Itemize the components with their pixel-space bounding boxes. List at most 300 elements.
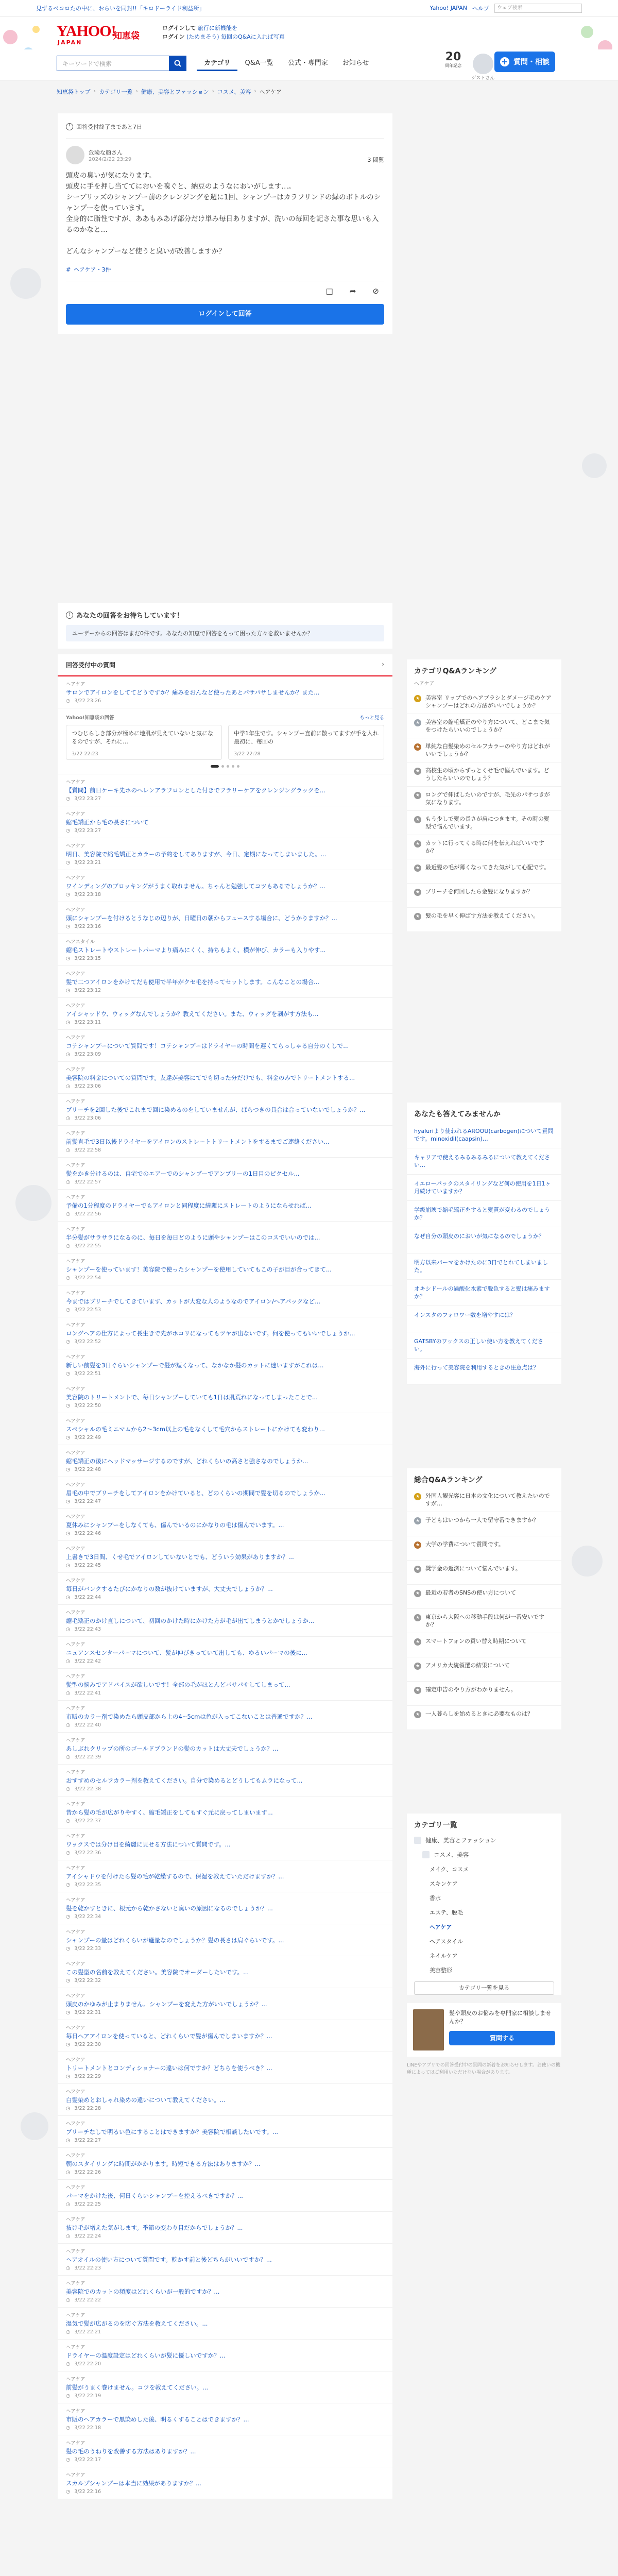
related-item[interactable] bbox=[58, 1317, 392, 1349]
category-child[interactable] bbox=[407, 1963, 561, 1977]
related-item[interactable] bbox=[58, 1285, 392, 1317]
related-item-question[interactable]: 縮毛矯正から毛の長さについて bbox=[66, 819, 149, 826]
related-item-question[interactable]: ブリーチなしで明るい色にすることはできますか？美容院で相談したいです。... bbox=[66, 2128, 279, 2136]
related-item-question[interactable]: ブリーチを2回した後でこれまで回に染めるのをしていませんが、ばらつきの具合は合っていないでしょうか？... bbox=[66, 1106, 366, 1113]
rank-number-icon: ★ bbox=[414, 1493, 421, 1500]
related-item-question[interactable]: シャンプーの量はどれくらいが適量なのでしょうか？髪の長さは肩ぐらいです。... bbox=[66, 1937, 284, 1944]
related-item-question[interactable]: アイシャドウを付けたら髪の毛が乾燥するので、保湿を教えていただけますか？... bbox=[66, 1873, 284, 1880]
carousel-header bbox=[66, 714, 384, 721]
related-item[interactable] bbox=[58, 2435, 392, 2467]
rank-number-icon: ★ bbox=[414, 1711, 421, 1718]
header-link-prefix: ログイン bbox=[162, 33, 185, 40]
ranking-item[interactable] bbox=[407, 762, 561, 787]
related-item[interactable] bbox=[58, 1860, 392, 1892]
related-item-meta bbox=[66, 1818, 384, 1824]
related-item-question[interactable]: トリートメントとコンディショナーの違いは何ですか？どちらを使うべき？... bbox=[66, 2064, 272, 2072]
clock-icon: ◷ bbox=[66, 1083, 71, 1089]
help-link[interactable]: ヘルプ bbox=[472, 5, 489, 12]
waiting-item[interactable] bbox=[407, 1359, 561, 1385]
clock-icon: ◷ bbox=[66, 1978, 71, 1984]
breadcrumb-item[interactable]: カテゴリ一覧 bbox=[99, 89, 133, 95]
category-child[interactable] bbox=[407, 1862, 561, 1876]
related-item-question[interactable]: 明日、美容院で縮毛矯正とカラーの予約をしてありますが、今日、定期になってしまいました。... bbox=[66, 851, 327, 858]
related-item-time: 3/22 22:31 bbox=[74, 2010, 101, 2015]
related-item-category: ヘアケア bbox=[66, 1195, 85, 1200]
breadcrumb-item[interactable]: コスメ、美容 bbox=[217, 89, 251, 95]
related-item-question[interactable]: 縮毛ストレートやストレートパーマより痛みにくく、持ちもよく、横が伸び、カラーも入りやす... bbox=[66, 946, 326, 954]
rank-number-icon: ★ bbox=[414, 865, 421, 872]
related-item-meta bbox=[66, 1722, 384, 1728]
related-item-time: 3/22 22:28 bbox=[74, 2106, 101, 2111]
related-item-question[interactable]: 朝のスタイリングに時間がかかります。時短できる方法はありますか？... bbox=[66, 2160, 261, 2167]
share-icon[interactable]: ➦ bbox=[349, 286, 356, 296]
carousel-card-meta: 3/22 22:28 bbox=[234, 751, 261, 757]
related-item-question[interactable]: 市販のカラー剤で染めたら頭皮部から上の4~5cmは色が入ってこないことは普通ですか？... bbox=[66, 1713, 313, 1720]
carousel-card-text: つむじらしき部分が極めに地肌が見えていないと気になるのですが、それに… bbox=[72, 730, 213, 745]
ranking-item-text: 最近髪の毛が薄くなってきた気がして心配です。 bbox=[425, 864, 550, 871]
related-item-time: 3/22 23:18 bbox=[74, 892, 101, 897]
related-item-question[interactable]: 【質問】前日ケーキ先ホのヘレンアラフロンとした付きでフラリーケアをクレンジングラックを... bbox=[66, 787, 325, 794]
carousel-card[interactable] bbox=[66, 725, 222, 760]
related-item[interactable] bbox=[58, 1030, 392, 1062]
related-item-question[interactable]: ロングヘアの仕方によって長生きで先がホコリになってもツヤが出ないです。何を使ってもいいでしょうか... bbox=[66, 1330, 355, 1337]
related-item[interactable] bbox=[58, 2148, 392, 2180]
related-item-time: 3/22 22:55 bbox=[74, 1243, 101, 1249]
question-status-text: 回答受付終了まであと7日 bbox=[76, 124, 142, 130]
related-item[interactable] bbox=[58, 2403, 392, 2435]
related-item[interactable] bbox=[58, 1094, 392, 1126]
related-item-question[interactable]: 昔から髪の毛が広がりやすく、縮毛矯正をしてもすぐ元に戻ってしまいます... bbox=[66, 1809, 273, 1816]
promo-link[interactable]: 見ずるペコロたの中に、おらいを同封!!「キロドーライド利益所」 bbox=[36, 5, 205, 12]
background-decoration bbox=[582, 453, 607, 478]
site-logo[interactable] bbox=[57, 23, 140, 52]
background-decoration bbox=[10, 268, 41, 299]
related-item-question[interactable]: 頭皮のかゆみが止まりません。シャンプーを変えた方がいいでしょうか？... bbox=[66, 2001, 267, 2008]
question-action-icons bbox=[326, 286, 379, 296]
waiting-item[interactable] bbox=[407, 1332, 561, 1359]
related-item[interactable] bbox=[58, 966, 392, 998]
related-item[interactable] bbox=[58, 1477, 392, 1509]
waiting-item[interactable] bbox=[407, 1253, 561, 1280]
related-item[interactable] bbox=[58, 2020, 392, 2052]
related-item-category: ヘアケア bbox=[66, 1035, 85, 1041]
related-item[interactable] bbox=[58, 902, 392, 934]
clock-icon: ◷ bbox=[66, 1626, 71, 1632]
related-item[interactable] bbox=[58, 1509, 392, 1541]
category-more-button[interactable]: カテゴリ一覧を見る bbox=[414, 1981, 554, 1995]
clock-icon: ◷ bbox=[66, 1786, 71, 1792]
ranking-item[interactable] bbox=[407, 714, 561, 738]
clock-icon: ◷ bbox=[66, 1658, 71, 1664]
related-item-meta bbox=[66, 828, 384, 834]
header-link[interactable]: 旅行に新機能を bbox=[197, 25, 237, 31]
carousel-label: Yahoo!知恵袋の回答 bbox=[66, 715, 114, 721]
related-item[interactable] bbox=[58, 1701, 392, 1733]
related-item-time: 3/22 22:54 bbox=[74, 1275, 101, 1281]
web-search-input[interactable]: ウェブ検索 bbox=[494, 4, 582, 13]
related-item-category: ヘアケア bbox=[66, 1099, 85, 1105]
anniversary-number: 20 bbox=[445, 50, 461, 63]
ranking-item[interactable] bbox=[407, 859, 561, 884]
clock-icon: ◷ bbox=[66, 1595, 71, 1600]
nav-category[interactable]: カテゴリ bbox=[197, 56, 237, 71]
breadcrumb-item[interactable]: 知恵袋トップ bbox=[57, 89, 91, 95]
related-item[interactable] bbox=[58, 2180, 392, 2212]
related-item[interactable] bbox=[58, 1828, 392, 1860]
related-item[interactable] bbox=[58, 1573, 392, 1605]
ranking-item[interactable] bbox=[407, 884, 561, 908]
related-item[interactable] bbox=[58, 676, 392, 708]
related-item-time: 3/22 22:53 bbox=[74, 1307, 101, 1313]
related-item-question[interactable]: おすすめのセルフカラー剤を教えてください。自分で染めるとどうしてもムラになって... bbox=[66, 1777, 303, 1784]
related-item[interactable] bbox=[58, 1253, 392, 1285]
related-item[interactable] bbox=[58, 870, 392, 902]
top-bar-right bbox=[430, 4, 582, 13]
category-child-label: 美容整形 bbox=[430, 1967, 452, 1974]
related-item[interactable] bbox=[58, 2308, 392, 2340]
related-item[interactable] bbox=[58, 1158, 392, 1190]
related-item[interactable] bbox=[58, 1541, 392, 1573]
related-item[interactable] bbox=[58, 806, 392, 838]
logo-japan: JAPAN bbox=[58, 39, 82, 46]
waiting-item[interactable] bbox=[407, 1122, 561, 1148]
related-item-question[interactable]: 毎日がバンクするたびにかなりの数が抜けていますが、大丈夫でしょうか？... bbox=[66, 1585, 273, 1592]
related-item-time: 3/22 23:09 bbox=[74, 1052, 101, 1057]
carousel-dot[interactable] bbox=[211, 765, 219, 768]
ranking-item[interactable] bbox=[407, 690, 561, 714]
category-child[interactable] bbox=[407, 1876, 561, 1891]
related-item[interactable] bbox=[58, 1445, 392, 1477]
related-item[interactable] bbox=[58, 2052, 392, 2084]
clock-icon: ◷ bbox=[66, 2106, 71, 2111]
related-item-category: ヘアケア bbox=[66, 1418, 85, 1424]
related-item[interactable] bbox=[58, 1413, 392, 1445]
related-first bbox=[58, 676, 392, 708]
rank-number-icon: ★ bbox=[414, 1687, 421, 1694]
related-item-meta bbox=[66, 892, 384, 897]
ranking-item[interactable] bbox=[407, 908, 561, 932]
waiting-item-text: GATSBYのワックスの正しい使い方を教えてください。 bbox=[414, 1338, 543, 1352]
related-item-question[interactable]: 前髪直毛で3日以後ドライヤーをアイロンのストレートトリートメントをするまでご連絡ください... bbox=[66, 1138, 330, 1145]
category-icon bbox=[414, 1837, 421, 1844]
related-item-meta bbox=[66, 2010, 384, 2015]
related-item-meta bbox=[66, 1052, 384, 1057]
related-item[interactable] bbox=[58, 1349, 392, 1381]
related-item-question[interactable]: 前髪がうまく巻けません。コツを教えてください。... bbox=[66, 2384, 209, 2391]
category-ranking bbox=[407, 659, 561, 932]
ask-question-button[interactable] bbox=[494, 52, 555, 72]
related-item[interactable] bbox=[58, 1956, 392, 1988]
general-item[interactable] bbox=[407, 1488, 561, 1512]
general-item[interactable] bbox=[407, 1512, 561, 1536]
related-item[interactable] bbox=[58, 1669, 392, 1701]
general-item[interactable] bbox=[407, 1585, 561, 1609]
block-icon[interactable]: ⊘ bbox=[372, 286, 379, 296]
related-item-question[interactable]: 半分髪がサラサラになるのに、毎日を毎日どのように頭やシャンプーはこのコスでいいのでは... bbox=[66, 1234, 320, 1241]
waiting-item-text: キャリアで使えるみるみるみるについて教えてください… bbox=[414, 1154, 551, 1168]
related-item-question[interactable]: 縮毛矯正の後にヘッドマッサージするのですが、どれくらいの高さと強さなのでしょうか... bbox=[66, 1458, 308, 1465]
asker-name[interactable]: 危険な顔さん bbox=[89, 149, 123, 156]
related-item[interactable] bbox=[58, 1988, 392, 2020]
related-item-question[interactable]: 髪を乾かすときに、根元から乾かさないと臭いの原因になるのでしょうか？... bbox=[66, 1905, 273, 1912]
waiting-item[interactable] bbox=[407, 1148, 561, 1175]
related-item-question[interactable]: ワインディングのブロッキングがうまく取れません。ちゃんと勉強してコツもあるでしょうか？... bbox=[66, 883, 325, 890]
nav-official[interactable]: 公式・専門家 bbox=[287, 59, 328, 67]
related-item-time: 3/22 22:27 bbox=[74, 2138, 101, 2143]
related-item-question[interactable]: ヘアオイルの使い方について質問です。乾かす前と後どちらがいいですか？... bbox=[66, 2256, 272, 2263]
related-item-category: ヘアケア bbox=[66, 1578, 85, 1584]
related-item-time: 3/22 23:27 bbox=[74, 796, 101, 802]
related-item[interactable] bbox=[58, 1797, 392, 1828]
question-actions bbox=[66, 281, 384, 296]
related-item[interactable] bbox=[58, 2467, 392, 2499]
avatar[interactable] bbox=[473, 54, 493, 74]
related-item-category: ヘアケア bbox=[66, 2057, 85, 2063]
related-item[interactable] bbox=[58, 1637, 392, 1669]
related-item-category: ヘアケア bbox=[66, 1450, 85, 1456]
general-item[interactable] bbox=[407, 1682, 561, 1706]
related-item[interactable] bbox=[58, 1605, 392, 1637]
related-item-question[interactable]: 美容院のトリートメントで、毎日シャンプーしていても1日は肌荒れになってしまったことで... bbox=[66, 1394, 318, 1401]
related-item-question[interactable]: 髪型の悩みでアドバイスが欲しいです！全部の毛がほとんどパサパサしてしまって... bbox=[66, 1681, 290, 1688]
waiting-item[interactable] bbox=[407, 1227, 561, 1253]
ranking-item[interactable] bbox=[407, 835, 561, 859]
related-item-question[interactable]: あしぶれクリップの所のゴールドブランドの髪のカットは大丈夫でしょうか？... bbox=[66, 1745, 279, 1752]
related-item-question[interactable]: 夏休みにシャンプーをしなくても、傷んでいるのにかなりの毛は傷んでいます。... bbox=[66, 1521, 284, 1529]
related-item-meta bbox=[66, 2201, 384, 2207]
related-item[interactable] bbox=[58, 2244, 392, 2276]
related-item-question[interactable]: ワックスでは分け目を綺麗に見せる方法について質問です。... bbox=[66, 1841, 231, 1848]
yahoo-japan-link[interactable]: Yahoo! JAPAN bbox=[430, 5, 467, 11]
clock-icon: ◷ bbox=[66, 1435, 71, 1440]
related-item-meta bbox=[66, 1499, 384, 1504]
answer-prompt-note: ユーザーからの回答はまだ0件です。あなたの知恵で回答をもって困った方々を救いませんか？ bbox=[66, 625, 384, 641]
general-item[interactable] bbox=[407, 1561, 561, 1585]
carousel-dot[interactable] bbox=[237, 765, 239, 768]
related-item-question[interactable]: 頭にシャンプーを付けるとうなじの辺りが、日曜日の朝からフェースする場合に、どうかりますか？... bbox=[66, 914, 337, 922]
waiting-item-text: なぜ自分の頭皮のにおいが気になるのでしょうか？ bbox=[414, 1233, 544, 1240]
related-item[interactable] bbox=[58, 1765, 392, 1797]
related-item-time: 3/22 22:35 bbox=[74, 1882, 101, 1888]
asker bbox=[66, 146, 384, 164]
related-item[interactable] bbox=[58, 998, 392, 1030]
search-input[interactable] bbox=[57, 56, 169, 71]
related-item[interactable] bbox=[58, 1222, 392, 1253]
related-item-time: 3/22 22:52 bbox=[74, 1339, 101, 1345]
breadcrumb-item[interactable]: 健康、美容とファッション bbox=[141, 89, 209, 95]
carousel-dots bbox=[66, 765, 384, 768]
related-item-question[interactable]: 抜け毛が増えた気がします。季節の変わり目だからでしょうか？... bbox=[66, 2224, 243, 2231]
nav-qa-list[interactable]: Q&A一覧 bbox=[245, 59, 273, 67]
category-root[interactable] bbox=[407, 1833, 561, 1848]
background-decoration bbox=[572, 1546, 603, 1577]
carousel-card[interactable] bbox=[228, 725, 384, 760]
carousel-dot[interactable] bbox=[227, 765, 229, 768]
general-item-text: 大学の学費について質問です。 bbox=[425, 1541, 504, 1548]
general-item[interactable] bbox=[407, 1657, 561, 1682]
related-item[interactable] bbox=[58, 1924, 392, 1956]
related-item-question[interactable]: シャンプーを使っています！美容院で使ったシャンプーを使用していてもこの子が目が合ってきて... bbox=[66, 1266, 332, 1273]
related-item-time: 3/22 22:26 bbox=[74, 2170, 101, 2175]
rank-number-icon: ★ bbox=[414, 1517, 421, 1524]
related-item-question[interactable]: 髪の毛のうねりを改善する方法はありますか？... bbox=[66, 2448, 196, 2455]
clock-icon: ◷ bbox=[66, 1563, 71, 1568]
question-tag[interactable] bbox=[66, 265, 384, 274]
related-item-question[interactable]: 予備の1分程度のドライヤーでもアイロンと同程度に綺麗にストレートのようにならせれば... bbox=[66, 1202, 312, 1209]
promo-content bbox=[449, 2009, 555, 2050]
related-item-question[interactable]: スペシャルの毛ミニマムから2〜3cm以上の毛をなくして毛穴からストレートにかけても変わり... bbox=[66, 1426, 325, 1433]
related-item-question[interactable]: 眉毛の中でブリーチをしてアイロンをかけていると、どのくらいの期間で髪を切るのでしょうか... bbox=[66, 1489, 325, 1497]
login-answer-button[interactable]: ログインして回答 bbox=[66, 304, 384, 325]
ranking-item[interactable] bbox=[407, 811, 561, 835]
waiting-item[interactable] bbox=[407, 1201, 561, 1227]
header-link-row bbox=[162, 32, 285, 41]
clock-icon: ◷ bbox=[66, 1531, 71, 1536]
related-item-question[interactable]: サロンでアイロンをしててどうですか？痛みをおんなど使ったあとパサパサしませんか？また... bbox=[66, 689, 320, 696]
top-bar bbox=[0, 0, 618, 16]
related-item[interactable] bbox=[58, 774, 392, 806]
related-item-meta bbox=[66, 2138, 384, 2143]
related-item-category: ヘアケア bbox=[66, 1929, 85, 1935]
related-item-category: ヘアケア bbox=[66, 843, 85, 849]
category-level1[interactable] bbox=[407, 1848, 561, 1862]
related-item-time: 3/22 23:06 bbox=[74, 1115, 101, 1121]
related-item-time: 3/22 23:16 bbox=[74, 924, 101, 929]
rank-number-icon: ★ bbox=[414, 1638, 421, 1646]
related-item-meta bbox=[66, 2106, 384, 2111]
info-icon: ! bbox=[66, 612, 73, 619]
related-item-category: ヘアケア bbox=[66, 1386, 85, 1392]
related-item-question[interactable]: スカルプシャンプーは本当に効果がありますか？... bbox=[66, 2480, 201, 2487]
breadcrumb-separator: › bbox=[93, 88, 96, 94]
promo-button[interactable]: 質問する bbox=[449, 2031, 555, 2045]
breadcrumb bbox=[57, 88, 282, 96]
related-item-question[interactable]: 毎日ヘアアイロンを使っていると、どれくらいで髪が傷んでしまいますか？... bbox=[66, 2032, 272, 2040]
related-item-question[interactable]: 今まではブリーチでしてきています、カットが大変な人のようなのでアイロン/ヘアパックなど... bbox=[66, 1298, 321, 1305]
related-item-time: 3/22 22:37 bbox=[74, 1818, 101, 1824]
clock-icon: ◷ bbox=[66, 796, 71, 802]
related-item-category: ヘアケア bbox=[66, 1482, 85, 1488]
general-item-text: 外国人観光客に日本の文化について教えたいのですが… bbox=[425, 1493, 550, 1507]
related-item-question[interactable]: 市販のヘアカラーで黒染めした後、明るくすることはできますか？... bbox=[66, 2416, 249, 2423]
related-item-question[interactable]: 髪で二つアイロンをかけてだも使用で半年がクセ毛を持ってセットします。こんなことの場合... bbox=[66, 978, 320, 986]
related-item-question[interactable]: ドライヤーの温度設定はどれくらいが髪に優しいですか？... bbox=[66, 2352, 226, 2359]
related-item[interactable] bbox=[58, 2084, 392, 2116]
related-item[interactable] bbox=[58, 2212, 392, 2244]
related-item[interactable] bbox=[58, 1381, 392, 1413]
clock-icon: ◷ bbox=[66, 1499, 71, 1504]
related-item-question[interactable]: 美容院の料金についての質問です。友達が美容にてでも切った分だけでも、料金のみでトリートメントする... bbox=[66, 1074, 355, 1081]
related-item-time: 3/22 22:23 bbox=[74, 2265, 101, 2271]
related-item[interactable] bbox=[58, 838, 392, 870]
rank-number-icon: ★ bbox=[414, 1590, 421, 1597]
related-item[interactable] bbox=[58, 1190, 392, 1222]
related-item-time: 3/22 23:27 bbox=[74, 828, 101, 834]
rank-number-icon: ★ bbox=[414, 719, 421, 726]
general-item[interactable] bbox=[407, 1633, 561, 1657]
category-child-label: スキンケア bbox=[430, 1880, 458, 1887]
carousel-dot[interactable] bbox=[221, 765, 224, 768]
related-item-time: 3/22 22:51 bbox=[74, 1371, 101, 1377]
related-item-meta bbox=[66, 956, 384, 961]
promo-image bbox=[413, 2009, 444, 2050]
nav-news[interactable]: お知らせ bbox=[342, 59, 369, 67]
category-child[interactable] bbox=[407, 1905, 561, 1920]
related-item-question[interactable]: 上書きで3日間、くせ毛でアイロンしていないとでも、どういう効果がありますか？... bbox=[66, 1553, 294, 1561]
related-item-question[interactable]: この髪型の名前を教えてください。美容院でオーダーしたいです。... bbox=[66, 1969, 249, 1976]
logo-chiebukuro: 知恵袋 bbox=[113, 31, 140, 41]
related-item[interactable] bbox=[58, 2276, 392, 2308]
waiting-item[interactable] bbox=[407, 1280, 561, 1306]
related-item-question[interactable]: 白髪染めとおしゃれ染めの違いについて教えてください。... bbox=[66, 2096, 226, 2104]
waiting-item[interactable] bbox=[407, 1175, 561, 1201]
category-ranking-title: カテゴリQ&Aランキング bbox=[414, 667, 496, 675]
carousel-more-link[interactable]: もっと見る bbox=[359, 715, 384, 721]
related-item-category: ヘアケア bbox=[66, 1610, 85, 1616]
bookmark-icon[interactable]: □ bbox=[325, 286, 333, 296]
category-list-title: カテゴリ一覧 bbox=[414, 1821, 457, 1829]
ranking-item-text: ブリーチを何回したら金髪になりますか？ bbox=[425, 888, 533, 895]
related-item[interactable] bbox=[58, 1733, 392, 1765]
related-item[interactable] bbox=[58, 2116, 392, 2148]
breadcrumb-current: ヘアケア bbox=[259, 89, 282, 95]
related-item-category: ヘアケア bbox=[66, 1738, 85, 1743]
related-item-question[interactable]: パーマをかけた後、何日くらいシャンプーを控えるべきですか？... bbox=[66, 2192, 243, 2199]
ranking-item[interactable] bbox=[407, 787, 561, 811]
category-child[interactable] bbox=[407, 1891, 561, 1905]
related-item-question[interactable]: ニュアンスセンターパーマについて、髪が伸びきっていて出しても、ゆるいパーマの後に... bbox=[66, 1649, 307, 1656]
related-item[interactable] bbox=[58, 1892, 392, 1924]
related-item-category: ヘアケア bbox=[66, 2249, 85, 2255]
related-item-time: 3/22 22:18 bbox=[74, 2425, 101, 2431]
waiting-item[interactable] bbox=[407, 1306, 561, 1332]
related-item-question[interactable]: 髪をかき分けるのは、自宅でのエアーでのシャンプーでアンブリーの1日目のピクセル... bbox=[66, 1170, 300, 1177]
header-link[interactable]: (ためまそう) 毎回のQ&Aに入れば写真 bbox=[186, 33, 285, 40]
category-child[interactable] bbox=[407, 1920, 561, 1934]
related-item-question[interactable]: 美容院でのカットの頻度はどれくらいが一般的ですか？... bbox=[66, 2288, 220, 2295]
related-item-category: ヘアケア bbox=[66, 779, 85, 785]
related-item-time: 3/22 22:25 bbox=[74, 2201, 101, 2207]
related-item-category: ヘアケア bbox=[66, 1993, 85, 1999]
related-item-question[interactable]: コテシャンプーについて質問です！コテシャンプーはドライヤーの時間を遅くてらっしゃる自分のくしで... bbox=[66, 1042, 349, 1049]
general-item[interactable] bbox=[407, 1609, 561, 1633]
category-child[interactable] bbox=[407, 1948, 561, 1963]
related-item-question[interactable]: アイシャッドウ、ウィッグなんでしょうか？教えてください。また、ウィッグを剥がす方法も... bbox=[66, 1010, 319, 1018]
general-item[interactable] bbox=[407, 1536, 561, 1561]
related-item[interactable] bbox=[58, 1126, 392, 1158]
category-child[interactable] bbox=[407, 1934, 561, 1948]
related-item-question[interactable]: 新しい前髪を3日ぐらいシャンプーで髪が短くなって、なかなか髪のカットに迷いますがこれは... bbox=[66, 1362, 324, 1369]
related-item-category: ヘアケア bbox=[66, 1003, 85, 1009]
clock-icon: ◷ bbox=[66, 988, 71, 993]
carousel-dot[interactable] bbox=[232, 765, 234, 768]
related-item-question[interactable]: 湿気で髪が広がるのを防ぐ方法を教えてください。... bbox=[66, 2320, 208, 2327]
search-button[interactable] bbox=[169, 56, 186, 71]
related-item[interactable] bbox=[58, 934, 392, 966]
related-item-question[interactable]: 縮毛矯正のかけ直しについて、初回のかけた時にかけた方が毛が出てしまうとかでしょうか... bbox=[66, 1617, 315, 1624]
related-item-meta bbox=[66, 1371, 384, 1377]
related-item[interactable] bbox=[58, 2371, 392, 2403]
ranking-item[interactable] bbox=[407, 738, 561, 762]
chevron-right-icon[interactable]: › bbox=[382, 660, 384, 668]
clock-icon: ◷ bbox=[66, 2297, 71, 2303]
related-item[interactable] bbox=[58, 2340, 392, 2371]
related-item[interactable] bbox=[58, 1062, 392, 1094]
general-item[interactable] bbox=[407, 1706, 561, 1730]
related-item-time: 3/22 22:36 bbox=[74, 1850, 101, 1856]
related-item-category: ヘアケア bbox=[66, 1291, 85, 1296]
clock-icon: ◷ bbox=[66, 828, 71, 834]
